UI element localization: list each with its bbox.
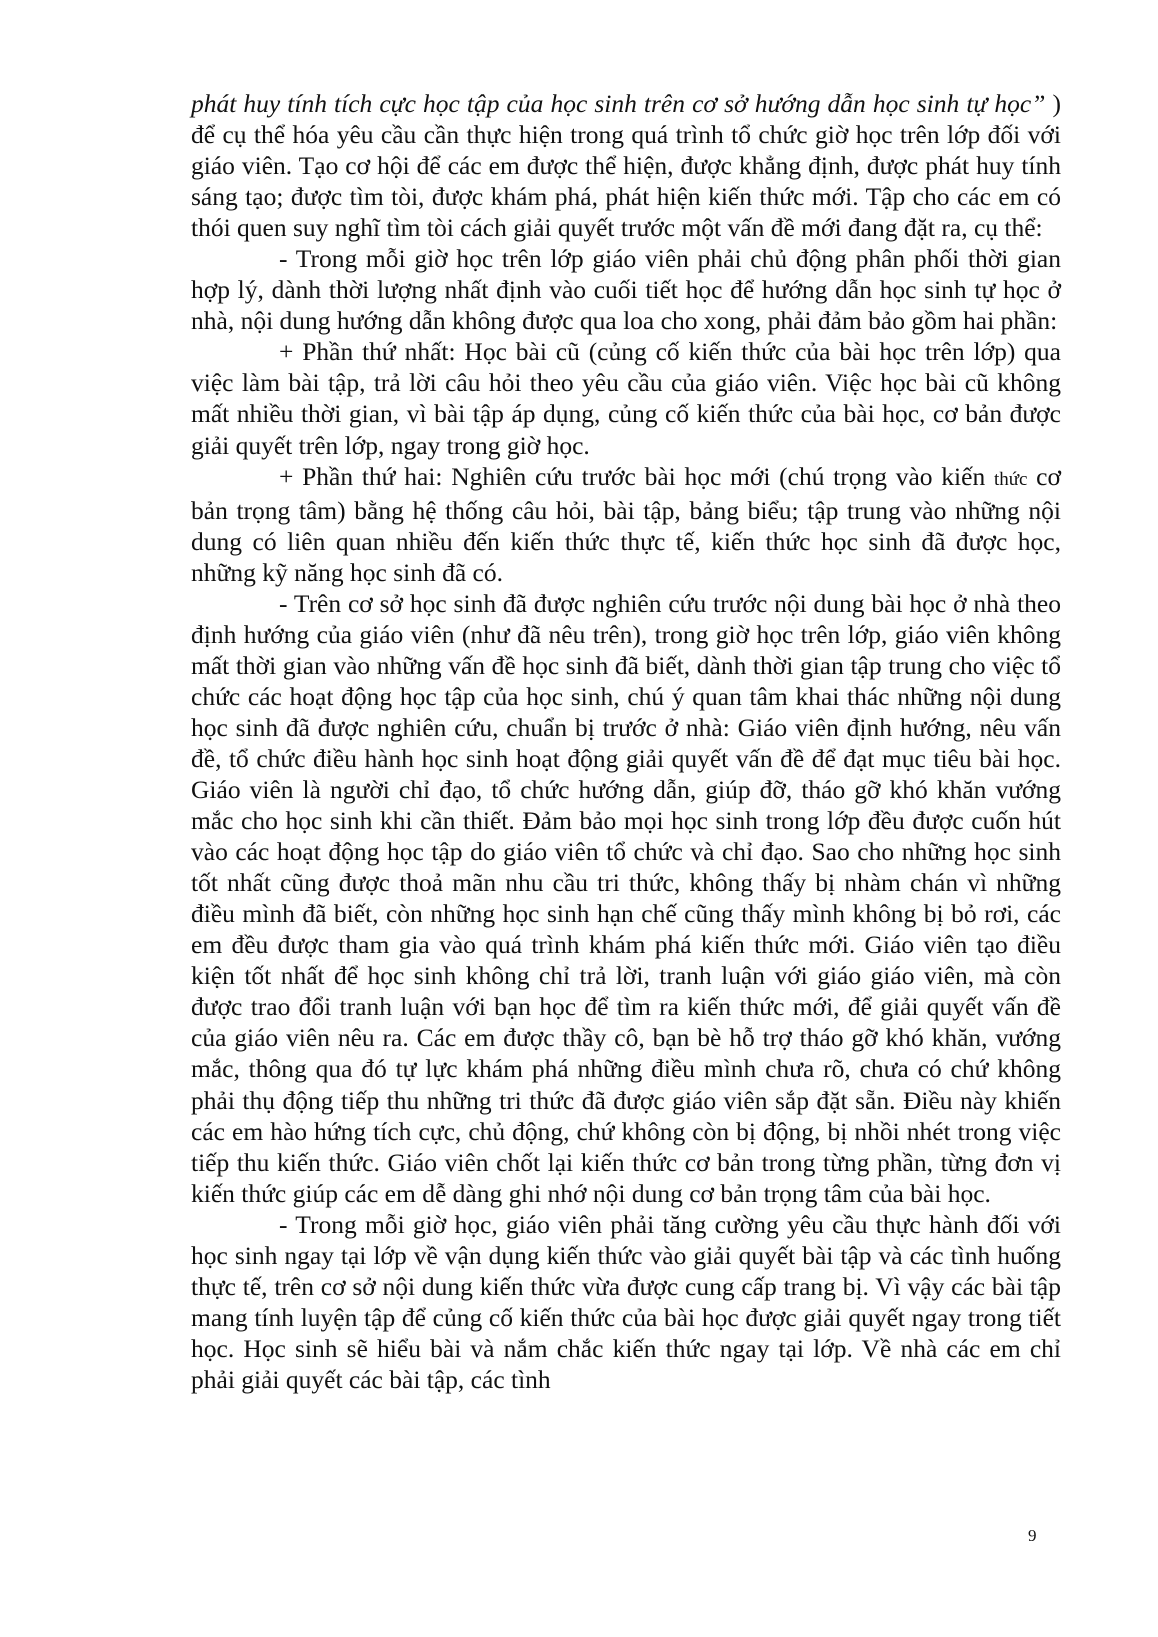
page-number: 9 [1028,1526,1037,1545]
italic-quote: phát huy tính tích cực học tập của học sinh trên cơ sở hướng dẫn học sinh tự học” [191,89,1046,118]
paragraph-part-two [191,461,1061,588]
paragraph-part-one: + Phần thứ nhất: Học bài cũ (củng cố kiến thức của bài học trên lớp) qua việc làm bài tập, trả lời câu hỏi theo yêu cầu của giáo viên. Việc học bài cũ không mất nhiều thời gian, vì bài tập áp dụng, củng cố kiến thức của bài học, cơ bản được giải quyết trên lớp, ngay trong giờ học. [191,337,1061,460]
paragraph-text: cơ bản trọng tâm) bằng hệ thống câu hỏi, bài tập, bảng biểu; tập trung vào những nội dung có liên quan nhiều đến kiến thức thực tế, kiến thức học sinh đã được học, những kỹ năng học sinh đã có. [191,461,1061,587]
document-body [191,88,1061,1395]
paragraph-bullet-time: - Trong mỗi giờ học trên lớp giáo viên phải chủ động phân phối thời gian hợp lý, dành thời lượng nhất định vào cuối tiết học để hướng dẫn học sinh tự học ở nhà, nội dung hướng dẫn không được qua loa cho xong, phải đảm bảo gồm hai phần: [191,244,1061,336]
paragraph-text: + Phần thứ hai: Nghiên cứu trước bài học mới (chú trọng vào kiến [279,461,994,491]
paragraph-bullet-practice: - Trong mỗi giờ học, giáo viên phải tăng cường yêu cầu thực hành đối với học sinh ngay tại lớp về vận dụng kiến thức vào giải quyết bài tập và các tình huống thực tế, trên cơ sở nội dung kiến thức vừa được cung cấp trang bị. Vì vậy các bài tập mang tính luyện tập để củng cố kiến thức của bài học được giải quyết ngay trong tiết học. Học sinh sẽ hiểu bài và nắm chắc kiến thức ngay tại lớp. Về nhà các em chỉ phải giải quyết các bài tập, các tình [191,1209,1061,1394]
paragraph-text: ) để cụ thể hóa yêu cầu cần thực hiện trong quá trình tổ chức giờ học trên lớp đối với giáo viên. Tạo cơ hội để các em được thể hiện, được khẳng định, được phát huy tính sáng tạo; được tìm tòi, được khám phá, phát hiện kiến thức mới. Tập cho các em có thói quen suy nghĩ tìm tòi cách giải quyết trước một vấn đề mới đang đặt ra, cụ thể: [191,89,1061,243]
paragraph-bullet-classroom: - Trên cơ sở học sinh đã được nghiên cứu trước nội dung bài học ở nhà theo định hướng của giáo viên (như đã nêu trên), trong giờ học trên lớp, giáo viên không mất thời gian vào những vấn đề học sinh đã biết, dành thời gian tập trung cho việc tổ chức các hoạt động học tập của học sinh, chú ý quan tâm khai thác những nội dung học sinh đã được nghiên cứu, chuẩn bị trước ở nhà: Giáo viên định hướng, nêu vấn đề, tổ chức điều hành học sinh hoạt động giải quyết vấn đề để đạt mục tiêu bài học. Giáo viên là người chỉ đạo, tổ chức hướng dẫn, giúp đỡ, tháo gỡ khó khăn vướng mắc cho học sinh khi cần thiết. Đảm bảo mọi học sinh trong lớp đều được cuốn hút vào các hoạt động học tập do giáo viên tổ chức và chỉ đạo. Sao cho những học sinh tốt nhất cũng được thoả mãn nhu cầu tri thức, không thấy bị nhàm chán vì những điều mình đã biết, còn những học sinh hạn chế cũng thấy mình không bị bỏ rơi, các em đều được tham gia vào quá trình khám phá kiến thức mới. Giáo viên tạo điều kiện tốt nhất để học sinh không chỉ trả lời, tranh luận với giáo giáo viên, mà còn được trao đổi tranh luận với bạn học để tìm ra kiến thức mới, để giải quyết vấn đề của giáo viên nêu ra. Các em được thầy cô, bạn bè hỗ trợ tháo gỡ khó khăn, vướng mắc, thông qua đó tự lực khám phá những điều mình chưa rõ, chưa có chứ không phải thụ động tiếp thu những tri thức đã được giáo viên sắp đặt sẵn. Điều này khiến các em hào hứng tích cực, chủ động, chứ không còn bị động, bị nhồi nhét trong việc tiếp thu kiến thức. Giáo viên chốt lại kiến thức cơ bản trong từng phần, từng đơn vị kiến thức giúp các em dễ dàng ghi nhớ nội dung cơ bản trọng tâm của bài học. [191,588,1061,1208]
paragraph-intro [191,88,1061,243]
small-word: thức [993,468,1028,490]
